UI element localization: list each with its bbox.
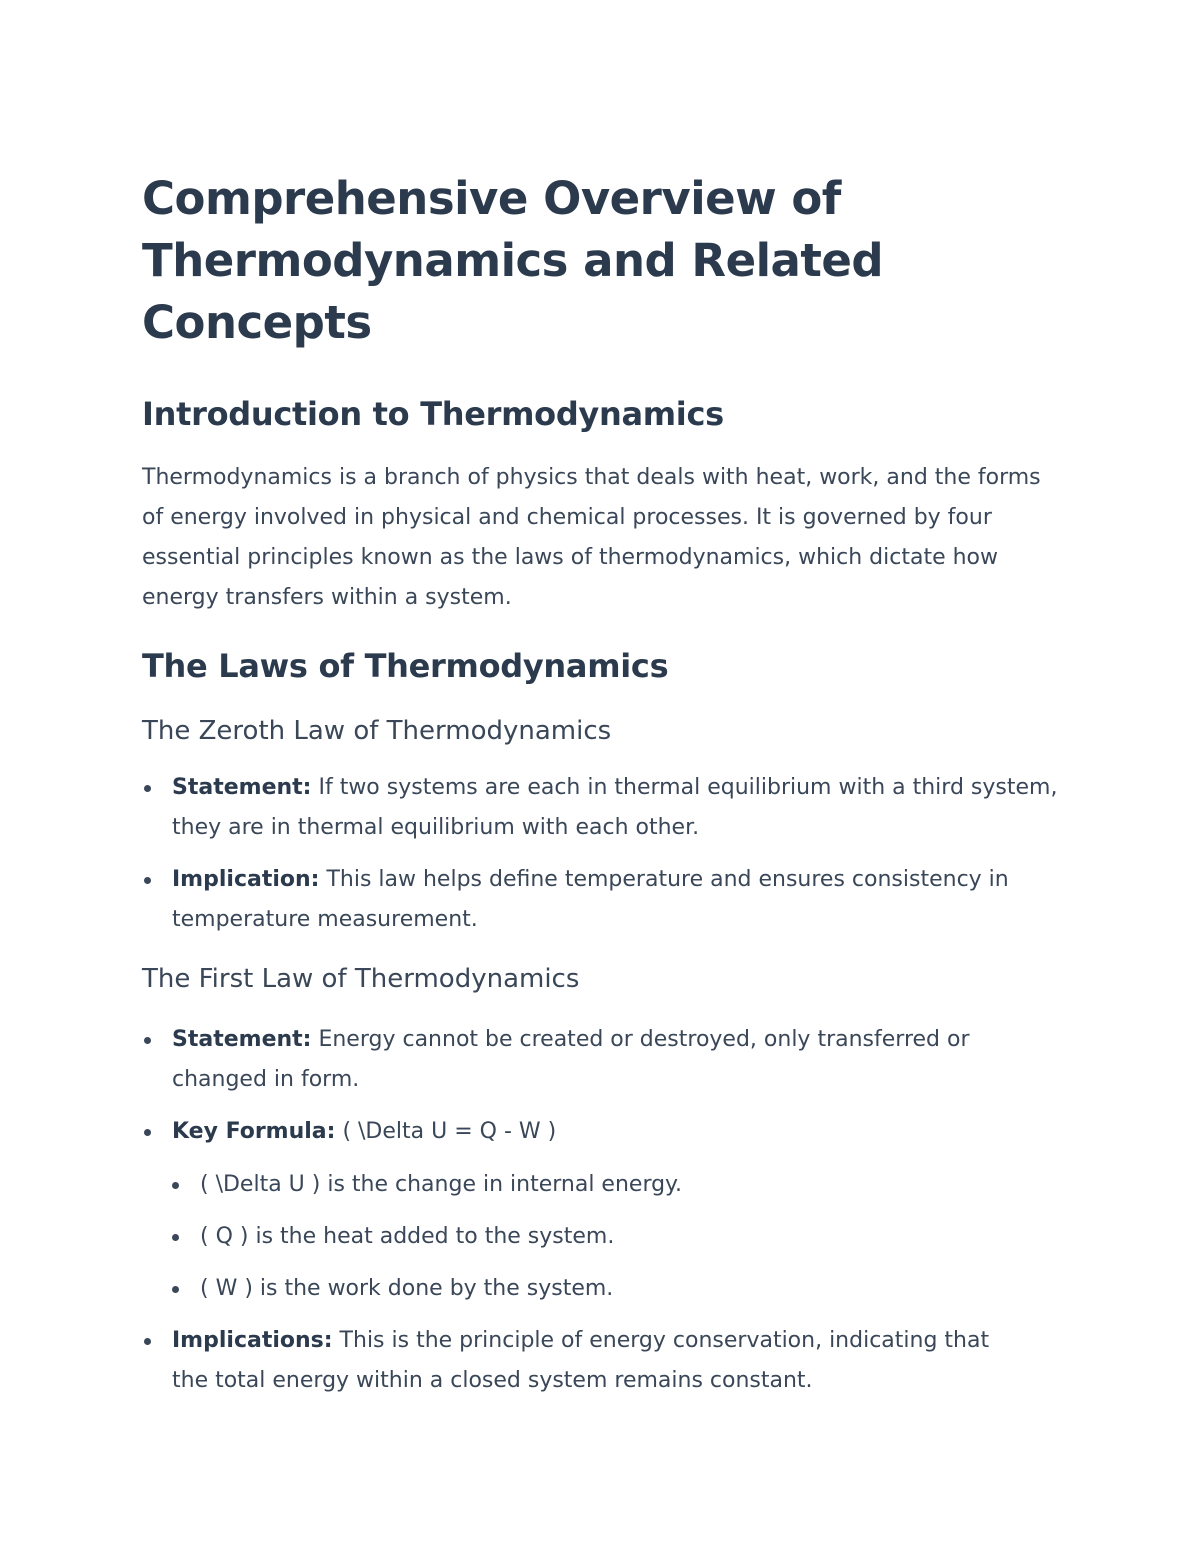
item-label: Implication: (172, 867, 320, 892)
laws-heading: The Laws of Thermodynamics (142, 647, 669, 685)
item-text: If two systems are each in thermal equilibrium with a third system, they are in thermal equilibrium with each other. (172, 775, 1058, 840)
list-item (142, 860, 1072, 940)
first-law-list (142, 1020, 1072, 1401)
list-item (142, 768, 1072, 848)
document-page (142, 168, 1072, 1401)
intro-paragraph: Thermodynamics is a branch of physics that deals with heat, work, and the forms of energy involved in physical and chemical processes. It is governed by four essential principles known as the laws of thermodynamics, which dictate how energy transfers within a system. (142, 465, 1041, 610)
sub-list-item: ( Q ) is the heat added to the system. (170, 1217, 1072, 1257)
item-label: Key Formula: (172, 1119, 336, 1144)
list-item (142, 1020, 1052, 1100)
zeroth-law-list (142, 768, 1072, 940)
sub-list-item: ( W ) is the work done by the system. (170, 1269, 1072, 1309)
first-law-heading: The First Law of Thermodynamics (142, 964, 580, 994)
item-text: This law helps define temperature and ensures consistency in temperature measurement. (172, 867, 1009, 932)
item-label: Statement: (172, 1027, 312, 1052)
item-text: This is the principle of energy conservation, indicating that the total energy within a closed system remains constant. (172, 1328, 990, 1393)
item-text: Energy cannot be created or destroyed, only transferred or changed in form. (172, 1027, 970, 1092)
formula-text: ( \Delta U = Q - W ) (335, 1119, 557, 1144)
item-label: Implications: (172, 1328, 333, 1353)
document-title: Comprehensive Overview of Thermodynamics and Related Concepts (142, 172, 884, 349)
list-item (142, 1321, 1032, 1401)
intro-heading: Introduction to Thermodynamics (142, 395, 724, 433)
list-item (142, 1112, 1072, 1152)
item-label: Statement: (172, 775, 312, 800)
zeroth-law-heading: The Zeroth Law of Thermodynamics (142, 716, 612, 746)
sub-list-item: ( \Delta U ) is the change in internal energy. (170, 1165, 1072, 1205)
